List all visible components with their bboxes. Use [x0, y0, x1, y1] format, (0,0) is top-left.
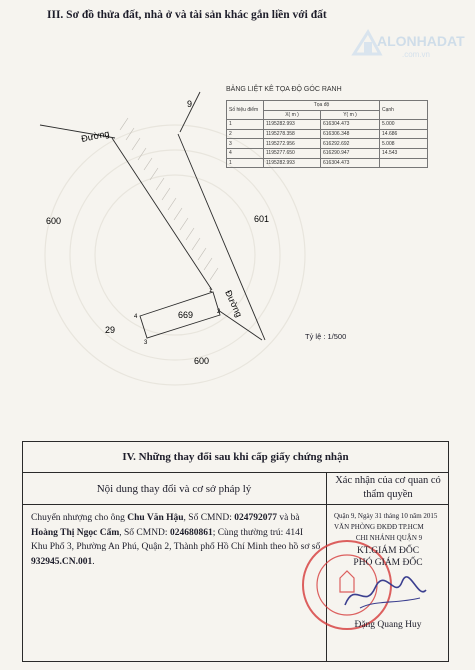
change-content — [31, 511, 321, 569]
header-y: Y( m ) — [321, 110, 380, 120]
buyer-name-2: Hoàng Thị Ngọc Cẩm — [31, 527, 120, 538]
parcel-600-bottom-label: 600 — [194, 356, 210, 366]
body-text: và bà — [276, 513, 300, 523]
header-x: X( m ) — [264, 110, 321, 120]
header-point: Số hiệu điểm — [227, 101, 264, 120]
cell-x: 1195282.993 — [264, 120, 321, 130]
buyer-name-1: Chu Văn Hậu — [127, 513, 184, 523]
body-text: , Số CMND: — [119, 527, 170, 538]
cell-y: 616306.348 — [321, 129, 380, 139]
cell-x: 1195277.650 — [264, 148, 321, 158]
table-row — [227, 129, 428, 139]
section4-title: IV. Những thay đổi sau khi cấp giấy chứng nhận — [22, 441, 449, 473]
road-label-top: Đường — [80, 128, 111, 144]
section3-title: III. Sơ đồ thửa đất, nhà ở và tài sản khác gắn liền với đất — [47, 9, 327, 21]
road-hatch — [120, 118, 218, 280]
parcel-601-label: 601 — [254, 214, 270, 224]
parcel-9-label: 9 — [187, 99, 193, 109]
cell-edge: 14.543 — [380, 148, 428, 158]
cell-point: 1 — [227, 120, 264, 130]
cell-edge — [380, 158, 428, 168]
watermark-sub: .com.vn — [402, 50, 431, 59]
left-column-header: Nội dung thay đổi và cơ sở pháp lý — [96, 482, 252, 495]
header-edge: Cạnh — [380, 101, 428, 120]
cell-edge: 14.686 — [380, 129, 428, 139]
cell-point: 2 — [227, 129, 264, 139]
header-divider — [22, 504, 449, 505]
vertex-2-label: 2 — [217, 309, 221, 315]
right-column-header: Xác nhận của cơ quan có thẩm quyền — [335, 475, 441, 500]
signer-name: Đặng Quang Huy — [354, 620, 422, 630]
table-row — [227, 120, 428, 130]
coordinate-table — [226, 100, 428, 168]
cell-x: 1195272.956 — [264, 139, 321, 149]
cell-x: 1195282.993 — [264, 158, 321, 168]
signer-authority: KT.GIÁM ĐỐC — [356, 546, 420, 556]
scale-label: Tỷ lệ : 1/500 — [305, 332, 347, 341]
confirmation-date: Quận 9, Ngày 31 tháng 10 năm 2015 — [334, 512, 438, 520]
signature — [340, 570, 430, 615]
watermark-text: ALONHADAT — [377, 33, 465, 49]
table-row — [227, 139, 428, 149]
cell-x: 1195278.358 — [264, 129, 321, 139]
cell-point: 3 — [227, 139, 264, 149]
dossier-number: 932945.CN.001 — [31, 556, 93, 567]
parcel-29-label: 29 — [105, 325, 116, 335]
road-label-right: Đường — [223, 288, 245, 319]
cell-y: 616304.473 — [321, 158, 380, 168]
parcel-600-left-label: 600 — [46, 216, 62, 226]
cell-y: 616290.947 — [321, 148, 380, 158]
body-text: . — [92, 556, 95, 567]
cell-edge: 5.000 — [380, 120, 428, 130]
cell-point: 4 — [227, 148, 264, 158]
cell-y: 616292.692 — [321, 139, 380, 149]
coordinate-table-title: BẢNG LIỆT KÊ TỌA ĐỘ GÓC RANH — [226, 86, 342, 93]
table-row — [227, 148, 428, 158]
office-branch: CHI NHÁNH QUẬN 9 — [355, 534, 423, 542]
vertex-3-label: 3 — [144, 340, 148, 346]
table-row — [227, 158, 428, 168]
signer-title: PHÓ GIÁM ĐỐC — [353, 558, 423, 568]
body-text: Chuyển nhượng cho ông — [31, 513, 128, 523]
body-text: , Số CMND: — [183, 513, 235, 523]
cell-point: 1 — [227, 158, 264, 168]
header-toado: Tọa độ — [264, 101, 380, 111]
id-number-2: 024680861 — [169, 527, 213, 538]
office-name: VĂN PHÒNG ĐKĐĐ TP.HCM — [334, 523, 424, 531]
vertex-4-label: 4 — [134, 314, 138, 320]
id-number-1: 024792077 — [234, 513, 277, 523]
vertex-1-label: 1 — [209, 288, 213, 294]
parcel-669-label: 669 — [178, 310, 194, 320]
cell-edge: 5.008 — [380, 139, 428, 149]
cell-y: 616304.473 — [321, 120, 380, 130]
body-text: ; Cùng thường trú: 414I Khu Phố 3, Phường An Phú, Quận 2, Thành phố Hồ Chí Minh theo hồ sơ số — [31, 527, 321, 552]
